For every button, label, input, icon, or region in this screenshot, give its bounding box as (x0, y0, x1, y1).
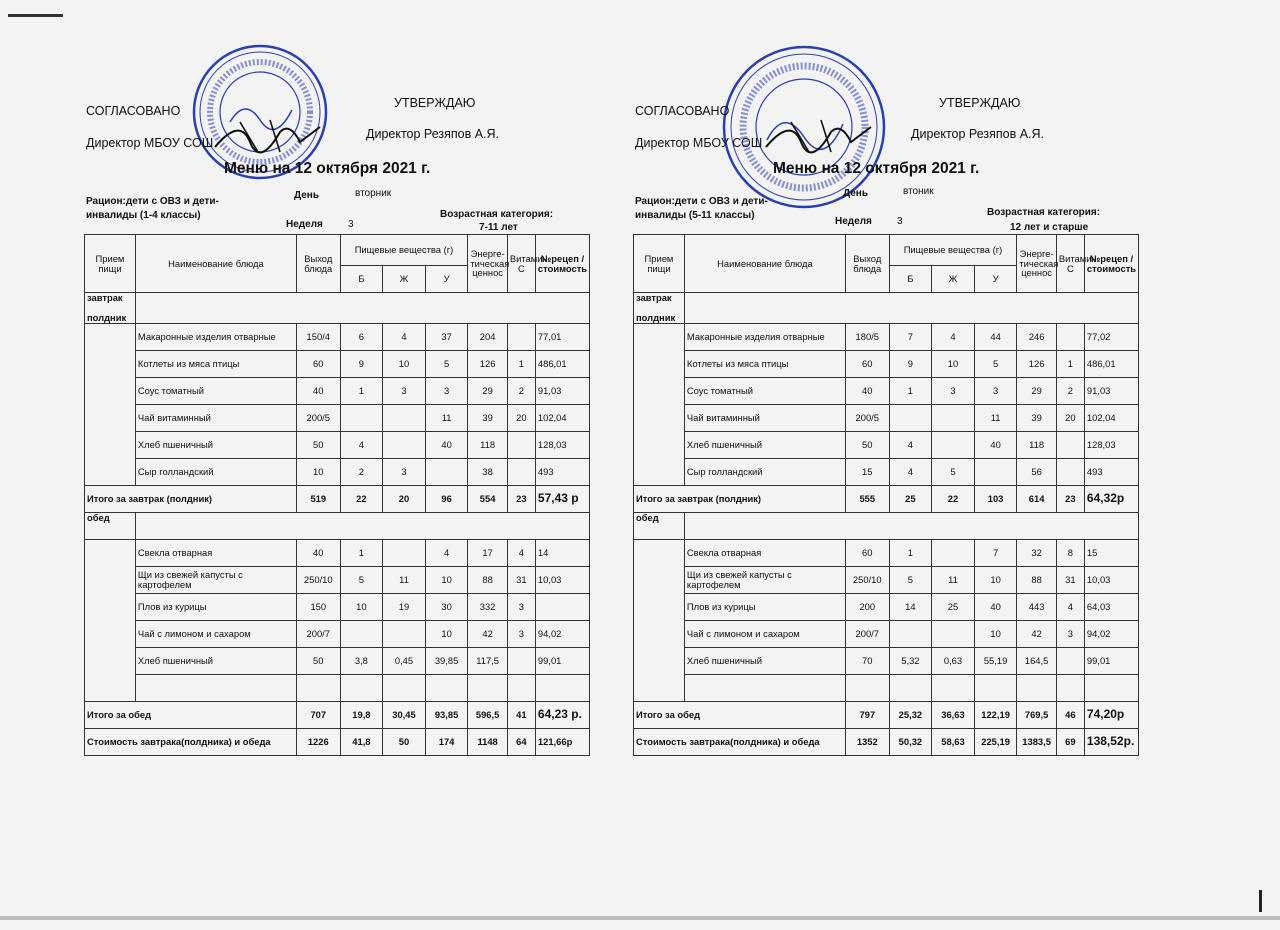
director-name: Директор Резяпов А.Я. (366, 127, 500, 141)
ration-line2: инвалиды (1-4 классы) (86, 210, 201, 221)
signature-icon (761, 112, 881, 162)
col-carbs: У (974, 266, 1017, 293)
table-row: Хлеб пшеничный 70 5,32 0,63 55,19 164,5 99,01 (634, 647, 1139, 674)
col-fats: Ж (383, 266, 426, 293)
page-title: Меню на 12 октября 2021 г. (773, 160, 980, 177)
table-row (634, 674, 1139, 701)
week-label: Неделя (286, 219, 323, 230)
day-value: втоник (903, 186, 934, 197)
menu-table (633, 234, 1139, 756)
table-row: Чай с лимоном и сахаром 200/7 10 42 3 94,02 (85, 620, 590, 647)
section-breakfast: завтрак полдник (85, 293, 136, 324)
table-row: Плов из курицы 150 10 19 30 332 3 (85, 593, 590, 620)
table-row (85, 512, 590, 539)
total-lunch-row: Итого за обед 797 25,32 36,63 122,19 769,5 46 74,20р (634, 701, 1139, 728)
table-row: Сыр голландский 10 2 3 38 493 (85, 458, 590, 485)
table-row: Макаронные изделия отварные 180/5 7 4 44 246 77,02 (634, 323, 1139, 350)
col-dish: Наименование блюда (135, 235, 296, 293)
confirm-label: УТВЕРЖДАЮ (394, 96, 476, 110)
col-energy: Энерге-тическая ценнос (1017, 235, 1056, 293)
week-value: 3 (348, 219, 354, 230)
approved-label: СОГЛАСОВАНО (635, 104, 730, 118)
scan-bottom-edge (0, 916, 1280, 920)
day-label: День (294, 190, 319, 201)
col-nutrients: Пищевые вещества (г) (340, 235, 468, 266)
total-day-row: Стоимость завтрака(полдника) и обеда 1352 50,32 58,63 225,19 1383,5 69 138,52р. (634, 728, 1139, 755)
table-row: Хлеб пшеничный 50 4 40 118 128,03 (85, 431, 590, 458)
col-dish: Наименование блюда (684, 235, 845, 293)
age-label: Возрастная категория: (440, 209, 554, 220)
total-breakfast-row: Итого за завтрак (полдник) 519 22 20 96 554 23 57,43 р (85, 485, 590, 512)
table-row: Щи из свежей капусты с картофелем 250/10 5 11 10 88 31 10,03 (634, 566, 1139, 593)
menu-sheet-right (633, 0, 1153, 800)
ration-line1: Рацион:дети с ОВЗ и дети- (635, 196, 768, 207)
age-value: 12 лет и старше (1010, 222, 1089, 233)
col-carbs: У (425, 266, 468, 293)
col-energy: Энерге-тическая ценнос (468, 235, 507, 293)
table-row: Соус томатный 40 1 3 3 29 2 91,03 (634, 377, 1139, 404)
ration-line1: Рацион:дети с ОВЗ и дети- (86, 196, 219, 207)
table-row: Соус томатный 40 1 3 3 29 2 91,03 (85, 377, 590, 404)
section-lunch: обед (85, 512, 136, 539)
section-breakfast: завтрак полдник (634, 293, 685, 324)
week-label: Неделя (835, 216, 872, 227)
page-title: Меню на 12 октября 2021 г. (224, 160, 431, 177)
table-row: Чай с лимоном и сахаром 200/7 10 42 3 94,02 (634, 620, 1139, 647)
day-label: День (843, 188, 868, 199)
table-row: Плов из курицы 200 14 25 40 443 4 64,03 (634, 593, 1139, 620)
col-meal: Прием пищи (634, 235, 685, 293)
ration-line2: инвалиды (5-11 классы) (635, 210, 755, 221)
table-row: Хлеб пшеничный 50 3,8 0,45 39,85 117,5 99,01 (85, 647, 590, 674)
table-row: Свекла отварная 40 1 4 17 4 14 (85, 539, 590, 566)
total-day-row: Стоимость завтрака(полдника) и обеда 1226 41,8 50 174 1148 64 121,66р (85, 728, 590, 755)
age-value: 7-11 лет (479, 222, 518, 233)
table-row: Щи из свежей капусты с картофелем 250/10 5 11 10 88 31 10,03 (85, 566, 590, 593)
col-proteins: Б (340, 266, 383, 293)
table-row: Сыр голландский 15 4 5 56 493 (634, 458, 1139, 485)
table-row: Хлеб пшеничный 50 4 40 118 128,03 (634, 431, 1139, 458)
director-name: Директор Резяпов А.Я. (911, 127, 1045, 141)
table-row (634, 293, 1139, 324)
col-proteins: Б (889, 266, 932, 293)
approved-label: СОГЛАСОВАНО (86, 104, 181, 118)
table-row: Чай витаминный 200/5 11 39 20 102,04 (634, 404, 1139, 431)
col-recipe: №рецеп /стоимость (535, 235, 589, 293)
scan-edge-mark (1259, 890, 1262, 912)
table-row: Котлеты из мяса птицы 60 9 10 5 126 1 486,01 (85, 350, 590, 377)
table-row: Чай витаминный 200/5 11 39 20 102,04 (85, 404, 590, 431)
col-fats: Ж (932, 266, 975, 293)
confirm-label: УТВЕРЖДАЮ (939, 96, 1021, 110)
signature-icon (210, 112, 330, 162)
day-value: вторник (355, 188, 392, 199)
col-nutrients: Пищевые вещества (г) (889, 235, 1017, 266)
menu-table (84, 234, 590, 756)
table-row: Макаронные изделия отварные 150/4 6 4 37 204 77,01 (85, 323, 590, 350)
school-director: Директор МБОУ СОШ (86, 136, 214, 150)
table-row: Свекла отварная 60 1 7 32 8 15 (634, 539, 1139, 566)
table-row (85, 293, 590, 324)
total-lunch-row: Итого за обед 707 19,8 30,45 93,85 596,5 41 64,23 р. (85, 701, 590, 728)
table-row: Котлеты из мяса птицы 60 9 10 5 126 1 486,01 (634, 350, 1139, 377)
col-recipe: №рецеп /стоимость (1084, 235, 1138, 293)
total-breakfast-row: Итого за завтрак (полдник) 555 25 22 103 614 23 64,32р (634, 485, 1139, 512)
table-row (85, 674, 590, 701)
age-label: Возрастная категория: (987, 207, 1101, 218)
col-vitamin-c: Витамин С (507, 235, 535, 293)
col-output: Выход блюда (296, 235, 340, 293)
table-row (634, 512, 1139, 539)
col-vitamin-c: Витамин С (1056, 235, 1084, 293)
menu-sheet-left (84, 0, 604, 800)
school-director: Директор МБОУ СОШ (635, 136, 763, 150)
week-value: 3 (897, 216, 903, 227)
section-lunch: обед (634, 512, 685, 539)
col-output: Выход блюда (845, 235, 889, 293)
scan-mark (8, 14, 63, 17)
col-meal: Прием пищи (85, 235, 136, 293)
